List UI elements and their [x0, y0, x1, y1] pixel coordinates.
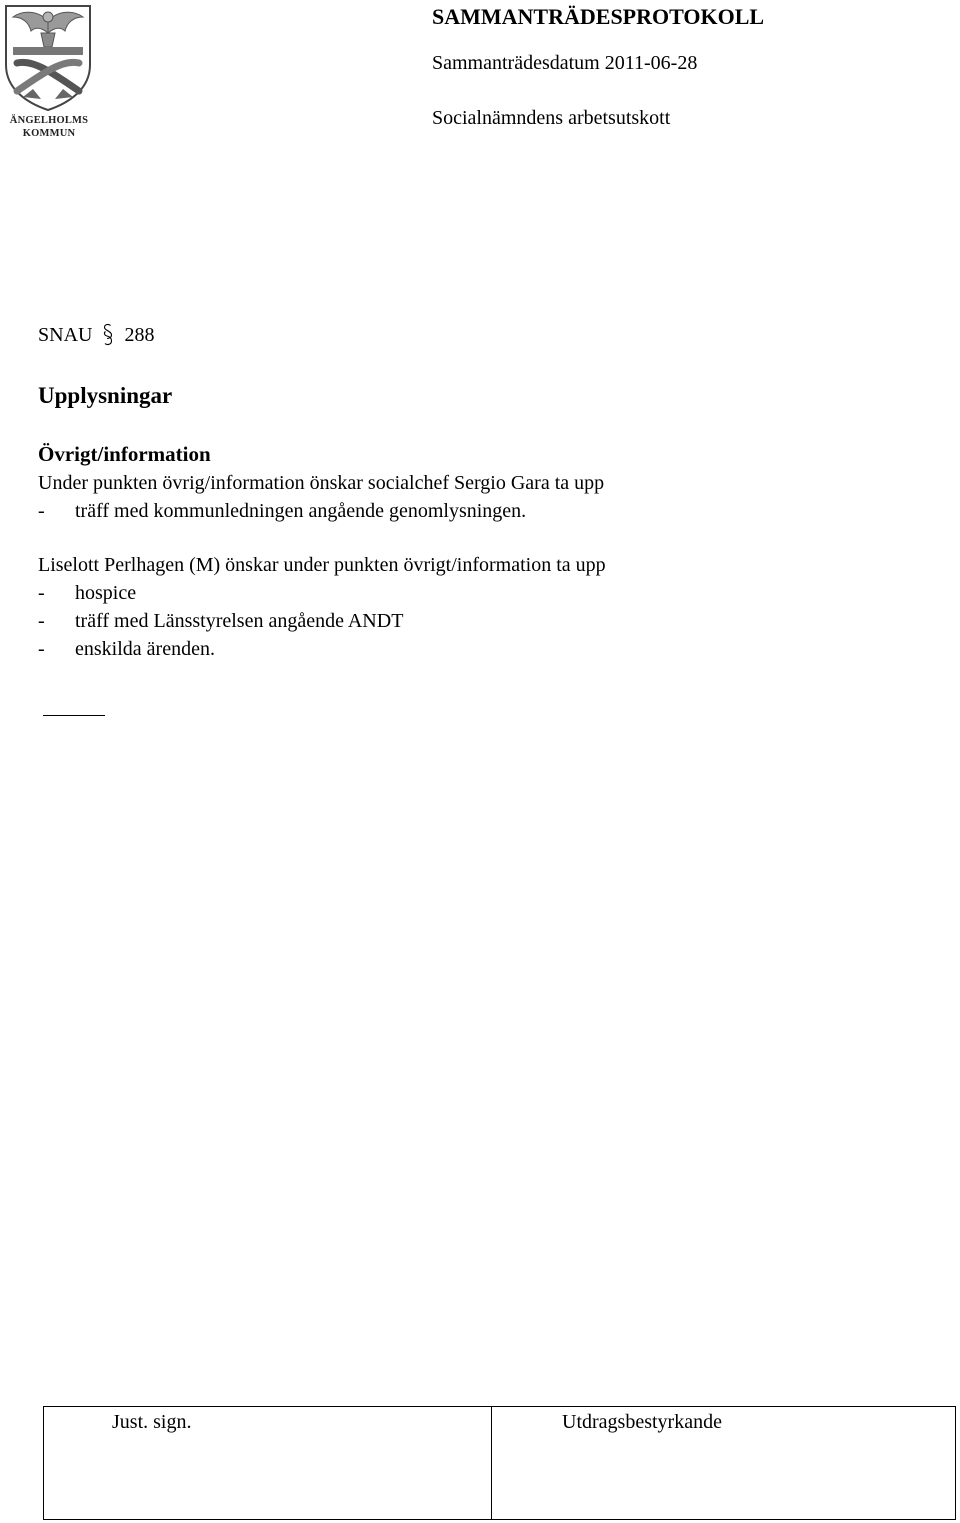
utdragsbestyrkande-label: Utdragsbestyrkande: [562, 1411, 722, 1433]
section-end-rule: [43, 715, 105, 716]
section-identifier: [38, 322, 154, 348]
list-item: [38, 500, 526, 523]
section-prefix: SNAU: [38, 324, 93, 346]
list-item: [38, 582, 136, 605]
subheading: Övrigt/information: [38, 442, 211, 466]
meeting-date: Sammanträdesdatum 2011-06-28: [432, 52, 698, 74]
signature-box: [43, 1406, 956, 1520]
list-item: [38, 638, 215, 661]
list-item-text: enskilda ärenden.: [75, 638, 215, 660]
paragraph-2-intro: Liselott Perlhagen (M) önskar under punkten övrigt/information ta upp: [38, 554, 606, 576]
signature-divider: [491, 1407, 492, 1519]
coat-of-arms-icon: [3, 3, 93, 113]
department-name: Socialnämndens arbetsutskott: [432, 107, 671, 129]
list-dash: -: [38, 638, 45, 660]
logo-text-line2: KOMMUN: [22, 128, 76, 139]
list-item-text: hospice: [75, 582, 137, 604]
logo-text-line1: ÄNGELHOLMS: [9, 115, 89, 126]
list-dash: -: [38, 500, 45, 522]
list-item-text: träff med kommunledningen angående genomlysningen.: [75, 500, 527, 522]
list-dash: -: [38, 582, 45, 604]
just-sign-label: Just. sign.: [112, 1411, 192, 1433]
section-number: 288: [124, 324, 155, 346]
list-item-text: träff med Länsstyrelsen angående ANDT: [75, 610, 404, 632]
section-title: Upplysningar: [38, 383, 173, 408]
list-dash: -: [38, 610, 45, 632]
document-title: SAMMANTRÄDESPROTOKOLL: [432, 4, 765, 29]
paragraph-sign-icon: [102, 322, 114, 348]
list-item: [38, 610, 403, 633]
paragraph-1-intro: Under punkten övrig/information önskar socialchef Sergio Gara ta upp: [38, 472, 605, 494]
municipality-logo: [3, 3, 93, 143]
